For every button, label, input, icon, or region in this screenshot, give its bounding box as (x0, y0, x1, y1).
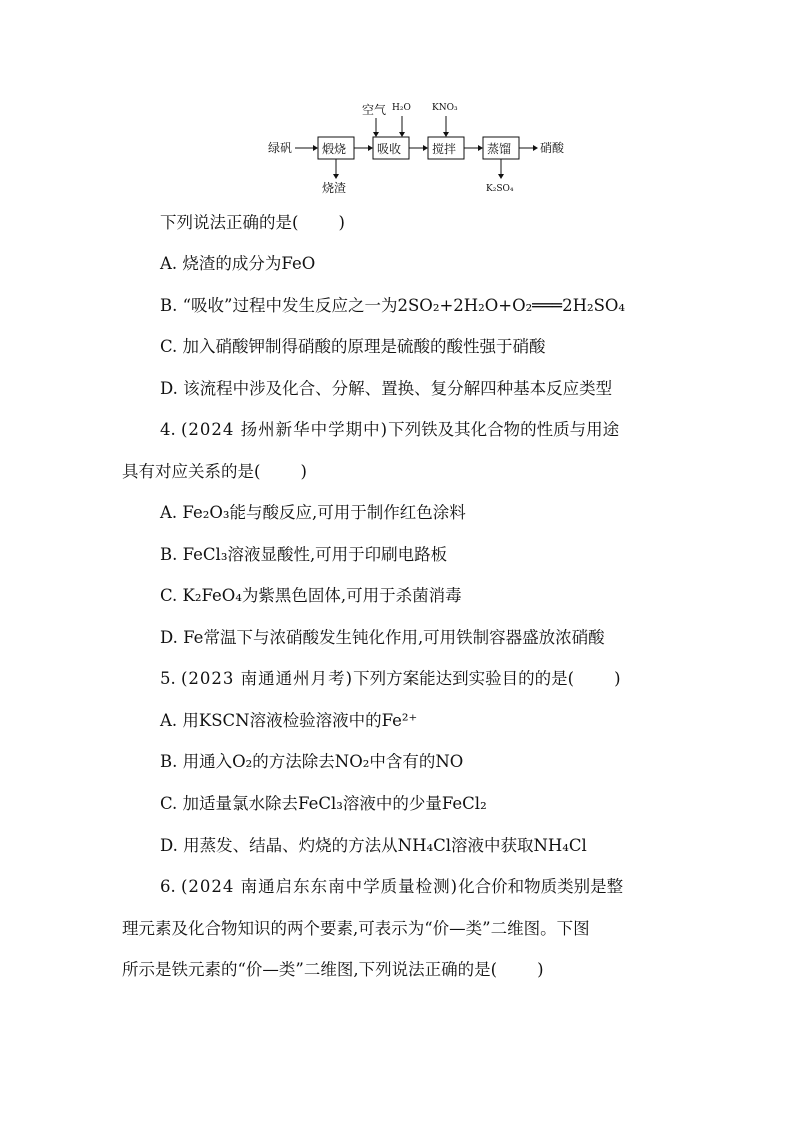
q6-stem-line2: 理元素及化合物知识的两个要素,可表示为“价—类”二维图。下图 (122, 919, 590, 938)
q3-stem: 下列说法正确的是( ) (160, 213, 345, 232)
q4-stem-line1: 4. (2024 扬州新华中学期中)下列铁及其化合物的性质与用途 (160, 420, 620, 439)
flow-kno3-label: KNO₃ (432, 103, 458, 113)
q4-option-c: C. K₂FeO₄为紫黑色固体,可用于杀菌消毒 (160, 586, 462, 605)
q5-option-b: B. 用通入O₂的方法除去NO₂中含有的NO (160, 752, 464, 771)
flow-step-2-label: 吸收 (377, 142, 402, 156)
q5-option-c: C. 加适量氯水除去FeCl₃溶液中的少量FeCl₂ (160, 794, 487, 813)
flow-step-4-label: 蒸馏 (487, 142, 512, 156)
q6-stem-line1: 6. (2024 南通启东东南中学质量检测)化合价和物质类别是整 (160, 877, 624, 896)
q6-source: (2024 南通启东东南中学质量检测) (181, 877, 459, 896)
q4-stem-line2: 具有对应关系的是( ) (122, 462, 307, 481)
q5-stem: 5. (2023 南通通州月考)下列方案能达到实验目的的是( ) (160, 669, 621, 688)
q6-stem-line3: 所示是铁元素的“价—类”二维图,下列说法正确的是( ) (122, 960, 544, 979)
flow-step-1-label: 煅烧 (322, 142, 347, 156)
q5-option-a: A. 用KSCN溶液检验溶液中的Fe²⁺ (160, 711, 418, 730)
q4-source: (2024 扬州新华中学期中) (181, 420, 389, 439)
q5-number: 5. (160, 669, 176, 688)
flow-output-label: 硝酸 (540, 141, 565, 155)
q5-option-d: D. 用蒸发、结晶、灼烧的方法从NH₄Cl溶液中获取NH₄Cl (160, 836, 587, 855)
q3-option-a: A. 烧渣的成分为FeO (160, 254, 316, 273)
q3-option-d: D. 该流程中涉及化合、分解、置换、复分解四种基本反应类型 (160, 379, 613, 398)
q4-option-b: B. FeCl₃溶液显酸性,可用于印刷电路板 (160, 545, 448, 564)
q6-number: 6. (160, 877, 176, 896)
q4-option-a: A. Fe₂O₃能与酸反应,可用于制作红色涂料 (160, 503, 466, 522)
q4-option-d: D. Fe常温下与浓硝酸发生钝化作用,可用铁制容器盛放浓硝酸 (160, 628, 605, 647)
process-flowchart (262, 96, 572, 196)
q5-source: (2023 南通通州月考) (181, 669, 354, 688)
q3-option-b: B. “吸收”过程中发生反应之一为2SO₂+2H₂O+O₂═══2H₂SO₄ (160, 296, 626, 315)
flow-step-3-label: 搅拌 (432, 142, 457, 156)
q4-number: 4. (160, 420, 176, 439)
flow-byproduct-label: K₂SO₄ (486, 184, 514, 194)
q3-option-b-equation: 2SO₂+2H₂O+O₂═══2H₂SO₄ (397, 296, 626, 315)
flow-air-label: 空气 (362, 103, 387, 117)
q3-option-c: C. 加入硝酸钾制得硝酸的原理是硫酸的酸性强于硝酸 (160, 337, 546, 356)
flow-water-label: H₂O (392, 103, 411, 113)
flow-input-label: 绿矾 (268, 141, 293, 155)
flow-residue-label: 烧渣 (322, 181, 347, 195)
